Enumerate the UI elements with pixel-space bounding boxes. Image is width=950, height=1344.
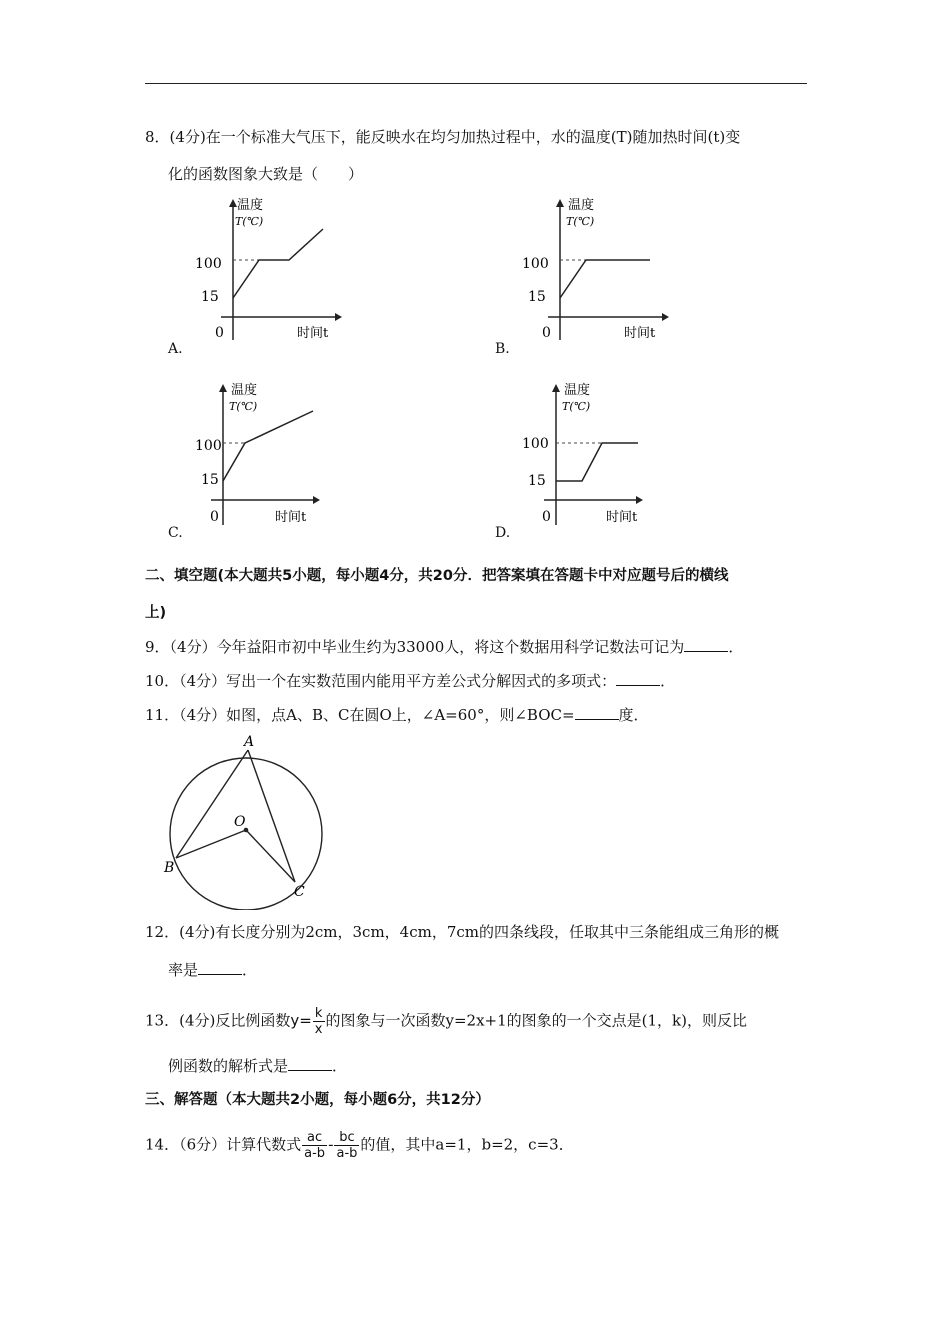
q9 bbox=[145, 637, 743, 657]
y-arrow bbox=[556, 199, 564, 207]
series-line bbox=[223, 411, 313, 481]
q13-numerator: k bbox=[313, 1006, 325, 1022]
y-axis-unit: T(℃) bbox=[229, 400, 258, 413]
x-arrow bbox=[636, 496, 643, 504]
tick-15: 15 bbox=[201, 472, 219, 488]
q14-denominator-1: a-b bbox=[304, 1146, 326, 1161]
origin: 0 bbox=[542, 325, 551, 341]
q14-prefix: 14．（6分）计算代数式 bbox=[145, 1135, 302, 1154]
q11-text: 11．（4分）如图，点A、B、C在圆O上，∠A=60°，则∠BOC= bbox=[145, 706, 575, 724]
y-arrow bbox=[229, 199, 237, 207]
section2-heading-line1: 二、填空题(本大题共5小题，每小题4分，共20分．把答案填在答题卡中对应题号后的横线 bbox=[145, 568, 729, 584]
q12-end: ． bbox=[242, 961, 258, 979]
origin: 0 bbox=[210, 509, 219, 525]
q13-y-equals: y= bbox=[290, 1011, 312, 1030]
q14-denominator-2: a-b bbox=[336, 1146, 358, 1161]
q10-text: 10．（4分）写出一个在实数范围内能用平方差公式分解因式的多项式： bbox=[145, 672, 617, 690]
section2-heading-line2: 上) bbox=[145, 605, 167, 621]
q14 bbox=[145, 1130, 574, 1161]
x-axis-label: 时间t bbox=[275, 510, 307, 525]
point-b-label: B bbox=[164, 860, 175, 876]
series-line bbox=[556, 443, 638, 481]
q8-text-line1: 8．(4分)在一个标准大气压下，能反映水在均匀加热过程中，水的温度(T)随加热时间(t)变 bbox=[145, 128, 741, 146]
graph-b bbox=[512, 195, 672, 345]
header-rule bbox=[145, 83, 807, 84]
tick-100: 100 bbox=[195, 256, 222, 272]
q13-line2 bbox=[168, 1056, 347, 1076]
x-arrow bbox=[335, 313, 342, 321]
x-axis-label: 时间t bbox=[297, 326, 329, 341]
point-a-label: A bbox=[244, 734, 255, 750]
option-d-label[interactable]: D. bbox=[495, 525, 511, 541]
section3-heading: 三、解答题（本大题共2小题，每小题6分，共12分） bbox=[145, 1092, 490, 1108]
q13-end: ． bbox=[332, 1057, 348, 1075]
point-c-label: C bbox=[294, 884, 305, 900]
circle-figure bbox=[160, 730, 340, 910]
tick-15: 15 bbox=[528, 473, 546, 489]
y-axis-label: 温度 bbox=[568, 198, 595, 213]
radius-oc bbox=[246, 830, 295, 882]
x-arrow bbox=[313, 496, 320, 504]
q8-text-line2: 化的函数图象大致是（ ） bbox=[168, 165, 364, 183]
y-axis-unit: T(℃) bbox=[566, 215, 595, 228]
origin: 0 bbox=[215, 325, 224, 341]
q12-line1: 12．(4分)有长度分别为2cm，3cm，4cm，7cm的四条线段，任取其中三条能组成三角形的概 bbox=[145, 923, 780, 941]
q13-answer-blank[interactable] bbox=[288, 1056, 332, 1071]
q13-line1 bbox=[145, 1006, 747, 1037]
series-line bbox=[233, 229, 323, 298]
tick-15: 15 bbox=[201, 289, 219, 305]
q14-fraction-2 bbox=[334, 1130, 359, 1161]
tick-100: 100 bbox=[522, 256, 549, 272]
q14-numerator-2: bc bbox=[334, 1130, 359, 1146]
q9-answer-blank[interactable] bbox=[684, 637, 728, 652]
q12-line2 bbox=[168, 960, 257, 980]
y-axis-unit: T(℃) bbox=[562, 400, 591, 413]
q11-end: 度． bbox=[618, 706, 649, 724]
point-o-label: O bbox=[234, 814, 246, 830]
q12-answer-blank[interactable] bbox=[198, 960, 242, 975]
tick-100: 100 bbox=[522, 436, 549, 452]
x-arrow bbox=[662, 313, 669, 321]
q11-answer-blank[interactable] bbox=[575, 705, 619, 720]
radius-ob bbox=[176, 830, 246, 858]
q10-end: ． bbox=[660, 672, 676, 690]
q14-fraction-1 bbox=[302, 1130, 327, 1161]
y-arrow bbox=[219, 384, 227, 392]
x-axis-label: 时间t bbox=[624, 326, 656, 341]
q9-text: 9．（4分）今年益阳市初中毕业生约为33000人，将这个数据用科学记数法可记为 bbox=[145, 638, 685, 656]
q10 bbox=[145, 671, 675, 691]
q14-suffix: 的值，其中a=1，b=2，c=3． bbox=[360, 1135, 574, 1154]
q9-end: ． bbox=[728, 638, 744, 656]
q13-suffix: 的图象与一次函数y=2x+1的图象的一个交点是(1，k)，则反比 bbox=[325, 1011, 747, 1030]
graph-a bbox=[185, 195, 345, 345]
q13-fraction bbox=[313, 1006, 325, 1037]
y-arrow bbox=[552, 384, 560, 392]
q14-numerator-1: ac bbox=[302, 1130, 327, 1146]
option-b-label[interactable]: B. bbox=[495, 341, 510, 357]
x-axis-label: 时间t bbox=[606, 510, 638, 525]
graph-d bbox=[512, 380, 672, 530]
y-axis-label: 温度 bbox=[237, 198, 264, 213]
q10-answer-blank[interactable] bbox=[616, 671, 660, 686]
y-axis-label: 温度 bbox=[564, 383, 591, 398]
tick-100: 100 bbox=[195, 438, 222, 454]
q13-text2: 例函数的解析式是 bbox=[168, 1057, 289, 1075]
graph-c bbox=[185, 380, 345, 530]
option-c-label[interactable]: C. bbox=[168, 525, 183, 541]
q14-minus: - bbox=[328, 1135, 334, 1154]
q13-denominator: x bbox=[314, 1022, 323, 1037]
y-axis-unit: T(℃) bbox=[235, 215, 264, 228]
option-a-label[interactable]: A. bbox=[168, 341, 183, 357]
origin: 0 bbox=[542, 509, 551, 525]
series-line bbox=[560, 260, 650, 298]
q12-text: 率是 bbox=[168, 961, 199, 979]
q11 bbox=[145, 705, 649, 725]
y-axis-label: 温度 bbox=[231, 383, 258, 398]
tick-15: 15 bbox=[528, 289, 546, 305]
q13-prefix: 13．(4分)反比例函数 bbox=[145, 1011, 291, 1030]
